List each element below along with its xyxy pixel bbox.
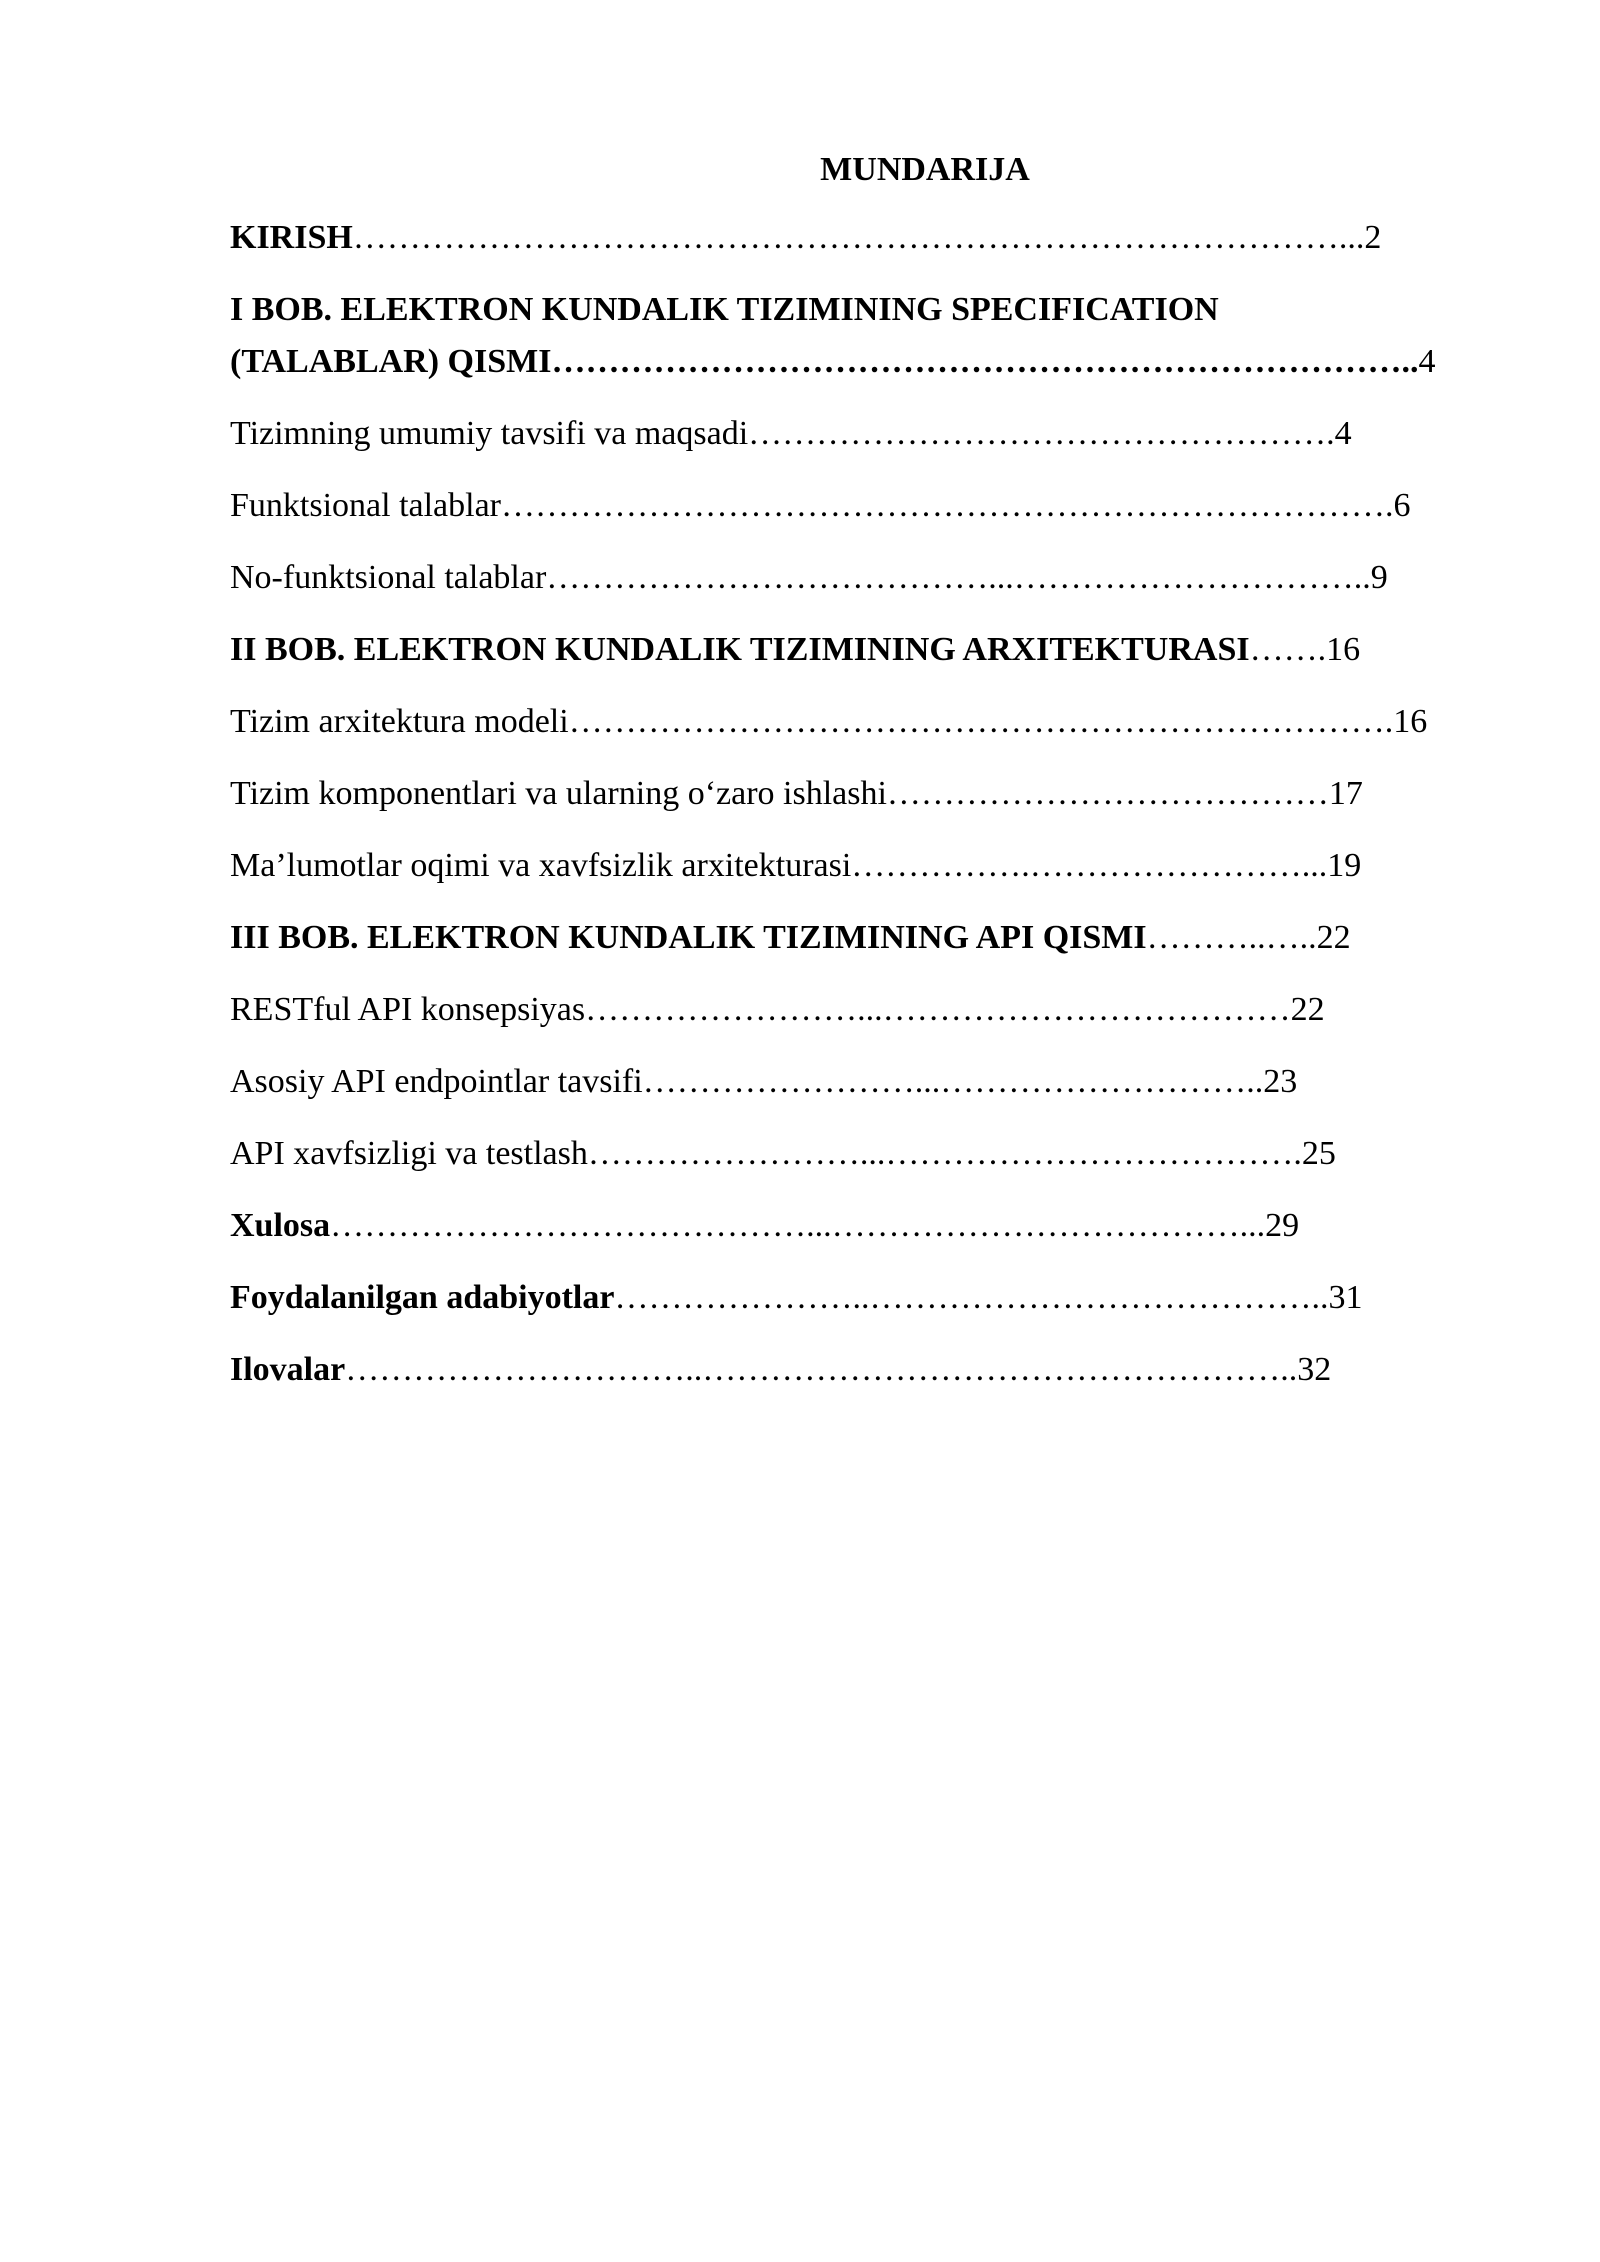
toc-entry-leader: ……. — [1249, 631, 1327, 668]
toc-entry-page: 29 — [1265, 1207, 1300, 1244]
toc-entry-title: Xulosa — [230, 1207, 331, 1244]
toc-entry[interactable] — [230, 1200, 1500, 1252]
toc-entry-title-continued: (TALABLAR) QISMI — [230, 343, 552, 380]
toc-entry-page: 4 — [1334, 415, 1352, 452]
toc-entry-leader: …………………..………………………………….. — [614, 1279, 1329, 1316]
toc-entry[interactable] — [230, 552, 1500, 604]
toc-entry[interactable] — [230, 840, 1500, 892]
toc-entry-page: 16 — [1393, 703, 1428, 740]
toc-entry-leader: ………..….. — [1146, 919, 1317, 956]
toc-entry-page: 25 — [1301, 1135, 1336, 1172]
toc-entry-page: 22 — [1316, 919, 1351, 956]
toc-entry-title: Tizim arxitektura modeli — [230, 703, 569, 740]
toc-entry-leader: …………………………..…………………………………………….. — [345, 1351, 1298, 1388]
toc-entry-page: 32 — [1297, 1351, 1332, 1388]
toc-entry-title: Ilovalar — [230, 1351, 346, 1388]
toc-entry-title: Asosiy API endpointlar tavsifi — [230, 1063, 643, 1100]
toc-entry-leader: ………………………………………………………………. — [568, 703, 1394, 740]
toc-entry-title: Foydalanilgan adabiyotlar — [230, 1279, 615, 1316]
toc-entry-leader: …………………………………...………………………….. — [546, 559, 1371, 596]
toc-entry-title: I BOB. ELEKTRON KUNDALIK TIZIMINING SPECIFICATION — [230, 291, 1219, 328]
toc-entry[interactable] — [230, 408, 1500, 460]
toc-entry-leader: ……………………...………………………………. — [587, 1135, 1302, 1172]
toc-entry-page: 6 — [1393, 487, 1411, 524]
toc-entry-leader: ………………………………… — [886, 775, 1329, 812]
toc-entry-title: Tizim komponentlari va ularning o‘zaro ishlashi — [230, 775, 887, 812]
toc-entry-title: KIRISH — [230, 219, 353, 256]
toc-title: MUNDARIJA — [820, 151, 1030, 188]
toc-entry[interactable] — [230, 1272, 1500, 1324]
toc-entry-page: 22 — [1290, 991, 1325, 1028]
toc-entry[interactable] — [230, 284, 1500, 388]
toc-entry[interactable] — [230, 768, 1500, 820]
toc-entry-leader: ……………………...……………………….. — [642, 1063, 1264, 1100]
toc-entry-page: 16 — [1326, 631, 1361, 668]
toc-entry-title: Funktsional talablar — [230, 487, 502, 524]
toc-entry[interactable] — [230, 480, 1500, 532]
document-page — [230, 150, 1500, 1416]
toc-entry-leader: ……………………………………………………………………. — [501, 487, 1394, 524]
toc-entry-page: 19 — [1327, 847, 1362, 884]
toc-entry-title: Tizimning umumiy tavsifi va maqsadi — [230, 415, 749, 452]
toc-entry-title: No-funktsional talablar — [230, 559, 547, 596]
toc-entry-title: Ma’lumotlar oqimi va xavfsizlik arxitekturasi — [230, 847, 852, 884]
toc-entry[interactable] — [230, 912, 1500, 964]
toc-entry-title: III BOB. ELEKTRON KUNDALIK TIZIMINING API QISMI — [230, 919, 1147, 956]
toc-entry-leader: ……………………………………...………………………………... — [330, 1207, 1266, 1244]
toc-entry[interactable] — [230, 212, 1500, 264]
toc-entry-page: 23 — [1263, 1063, 1298, 1100]
toc-entry-leader: ………………………………………………………………….. — [551, 343, 1419, 380]
toc-entry-title: RESTful API konsepsiyas — [230, 991, 586, 1028]
toc-entry-page: 17 — [1328, 775, 1363, 812]
toc-entry[interactable] — [230, 1056, 1500, 1108]
toc-entry[interactable] — [230, 624, 1500, 676]
toc-entry-page: 2 — [1364, 219, 1382, 256]
toc-entry-title: II BOB. ELEKTRON KUNDALIK TIZIMINING ARXITEKTURASI — [230, 631, 1250, 668]
toc-entry-leader: ……………………………………………………………………………... — [352, 219, 1365, 256]
toc-entry-leader: ……………………………………………. — [748, 415, 1335, 452]
toc-entry[interactable] — [230, 1344, 1500, 1396]
toc-entry-title: API xavfsizligi va testlash — [230, 1135, 588, 1172]
toc-entry[interactable] — [230, 1128, 1500, 1180]
toc-entry[interactable] — [230, 984, 1500, 1036]
toc-entry-page: 9 — [1370, 559, 1388, 596]
toc-entry-leader: …………….……………………... — [851, 847, 1328, 884]
toc-entry-page: 31 — [1328, 1279, 1363, 1316]
toc-entry[interactable] — [230, 696, 1500, 748]
toc-entry-leader: ……………………...……………………………… — [585, 991, 1291, 1028]
table-of-contents — [230, 212, 1500, 1396]
toc-entry-page: 4 — [1418, 343, 1436, 380]
